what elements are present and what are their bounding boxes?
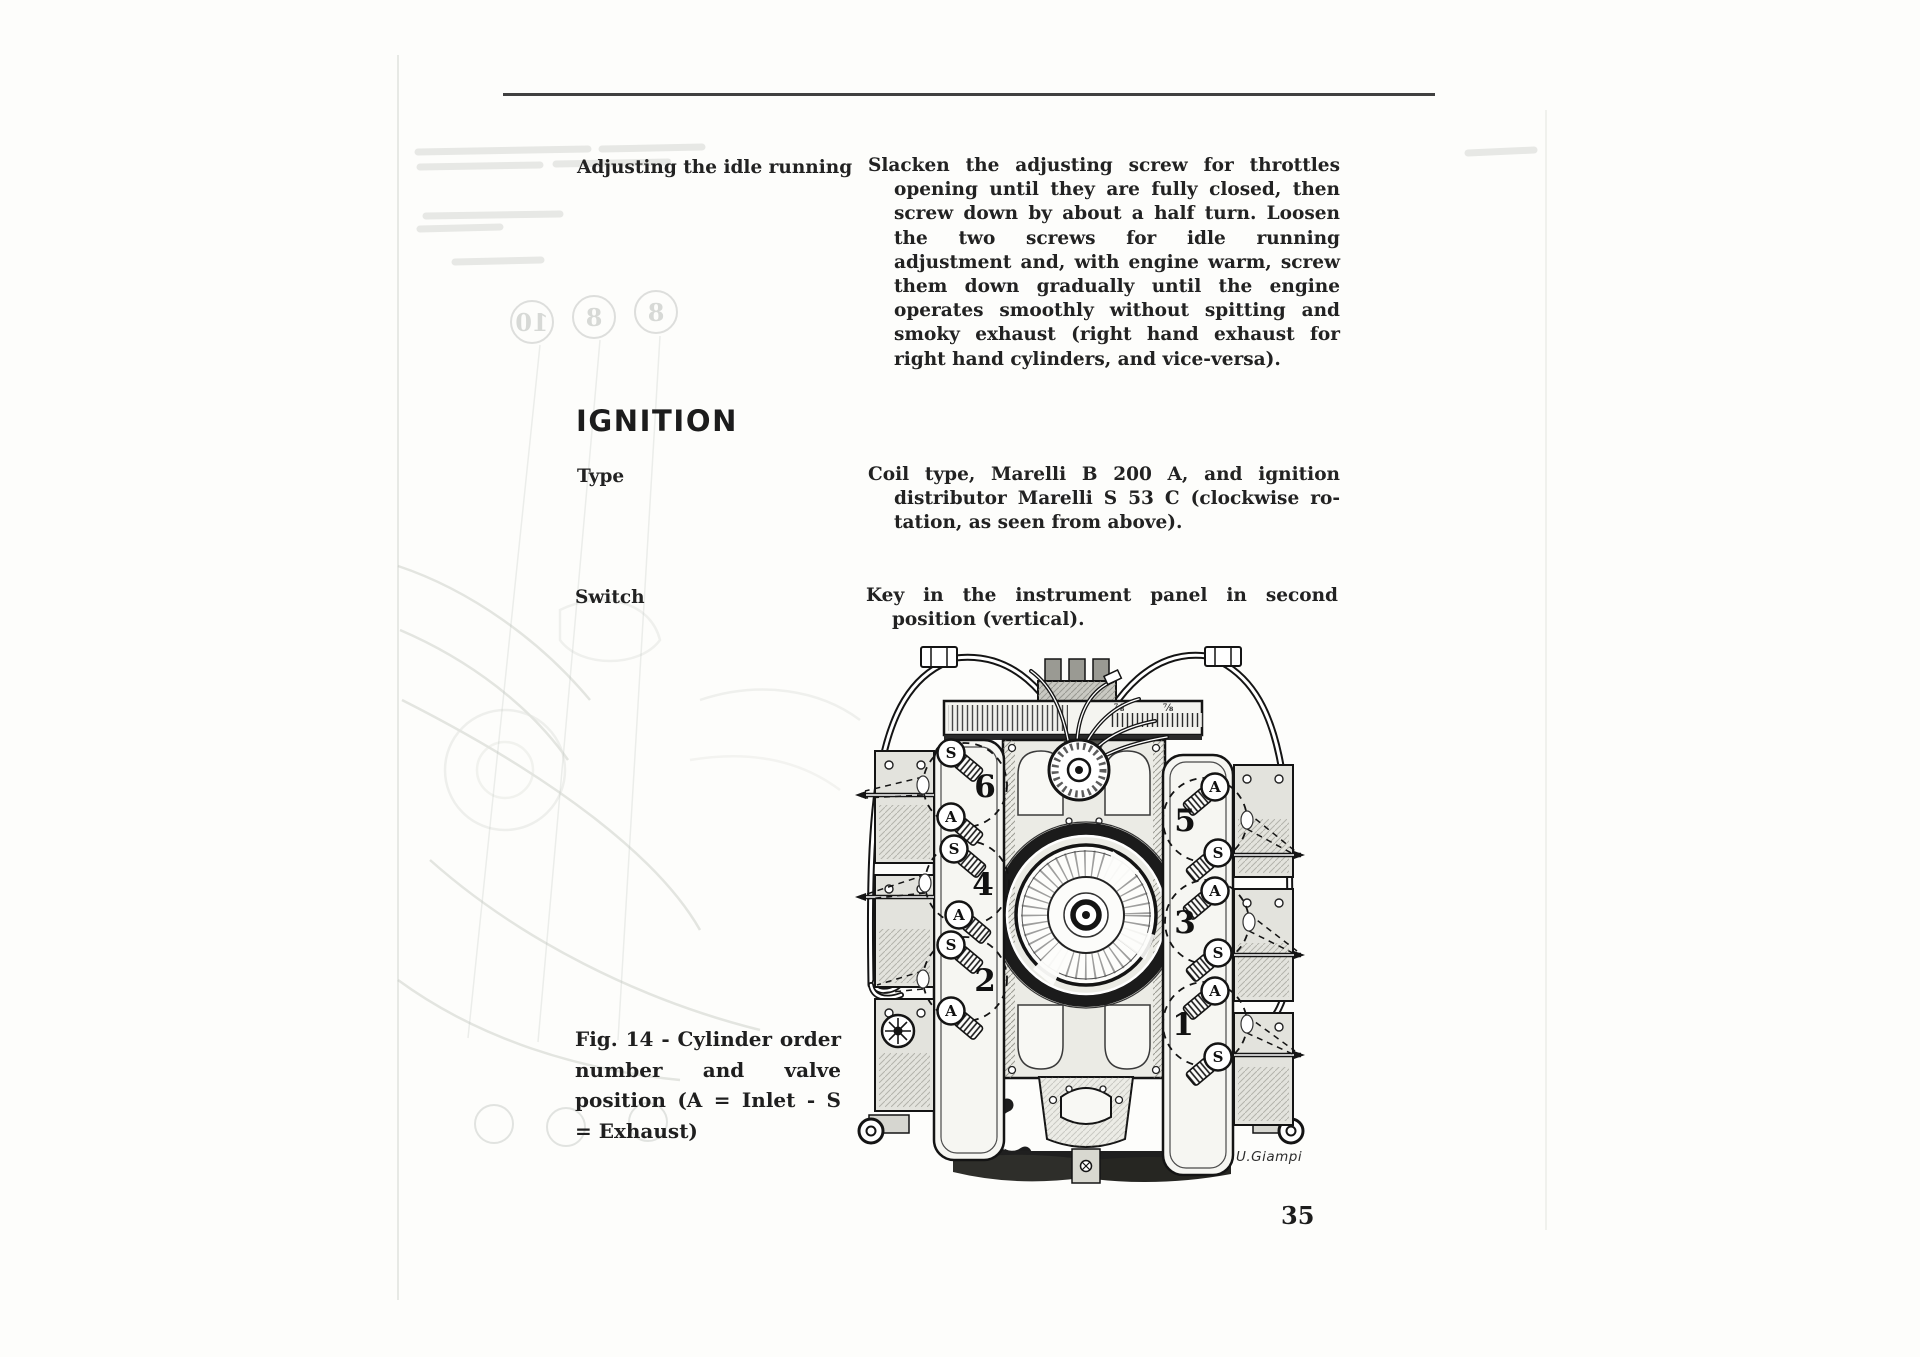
ghost-number: 8 (647, 298, 665, 327)
top-rule (503, 93, 1435, 96)
inlet-valve-label: A (1209, 982, 1221, 1000)
page-number: 35 (1281, 1201, 1315, 1230)
exhaust-valve-label: S (945, 744, 957, 762)
ghost-number: 8 (585, 303, 603, 332)
exhaust-valve-label: S (945, 936, 957, 954)
inlet-valve-label: A (945, 1002, 957, 1020)
cylinder-number: 6 (974, 769, 996, 805)
cylinder-number: 1 (1172, 1007, 1194, 1043)
cylinder-number: 3 (1174, 905, 1196, 941)
cylinder-number: 4 (972, 867, 994, 903)
spec-text-switch: Key in the instrument panel in second position (vertical). (866, 585, 1338, 631)
exhaust-valve-label: S (1212, 1048, 1224, 1066)
inlet-valve-label: A (945, 808, 957, 826)
spec-text-type: Coil type, Marelli B 200 A, and ignition distributor Marelli S 53 C (clockwise rotation, as seen from above). (868, 464, 1340, 534)
engine-top-cap (1038, 659, 1116, 703)
inlet-valve-label: A (1209, 778, 1221, 796)
spec-label-switch: Switch (575, 587, 645, 608)
spec-text-idle-running: Slacken the adjusting screw for throttles opening until they are fully closed, then screw down by about a half turn. Loosen the two screws for idle running adjustment and, with engine warm, screw them down gradually until the engine operates smoothly without spitting and smoky exhaust (right hand exhaust for right hand cylinders, and vice-versa). (868, 155, 1340, 370)
exhaust-valve-label: S (948, 840, 960, 858)
spec-label-idle-running: Adjusting the idle running (577, 157, 853, 178)
engine-figure (855, 645, 1305, 1200)
inlet-valve-label: A (953, 906, 965, 924)
fan-pulley (1016, 845, 1156, 986)
figure-caption: Fig. 14 - Cylinder order number and valve position (A = Inlet - S = Exhaust) (575, 1027, 841, 1143)
spec-label-type: Type (577, 466, 625, 487)
cylinder-number: 5 (1174, 803, 1196, 839)
cylinder-number: 2 (974, 963, 996, 999)
exhaust-valve-label: S (1212, 944, 1224, 962)
belt-wheel (882, 1015, 914, 1047)
water-pump (1061, 1088, 1111, 1124)
exhaust-valve-label: S (1212, 844, 1224, 862)
inlet-valve-label: A (1209, 882, 1221, 900)
cylinder-head-bar (944, 701, 1203, 740)
wire-coupler-left (921, 647, 957, 667)
ghost-number: 10 (515, 308, 549, 337)
timing-mark-right: ⅞ (1162, 703, 1174, 714)
rocker-boxes-left (855, 751, 934, 1111)
section-heading-ignition: IGNITION (576, 404, 738, 438)
timing-mark-left: ⅞ (1113, 703, 1125, 714)
artist-signature: U.Giampi (1236, 1149, 1303, 1165)
wire-coupler-right (1205, 647, 1241, 666)
